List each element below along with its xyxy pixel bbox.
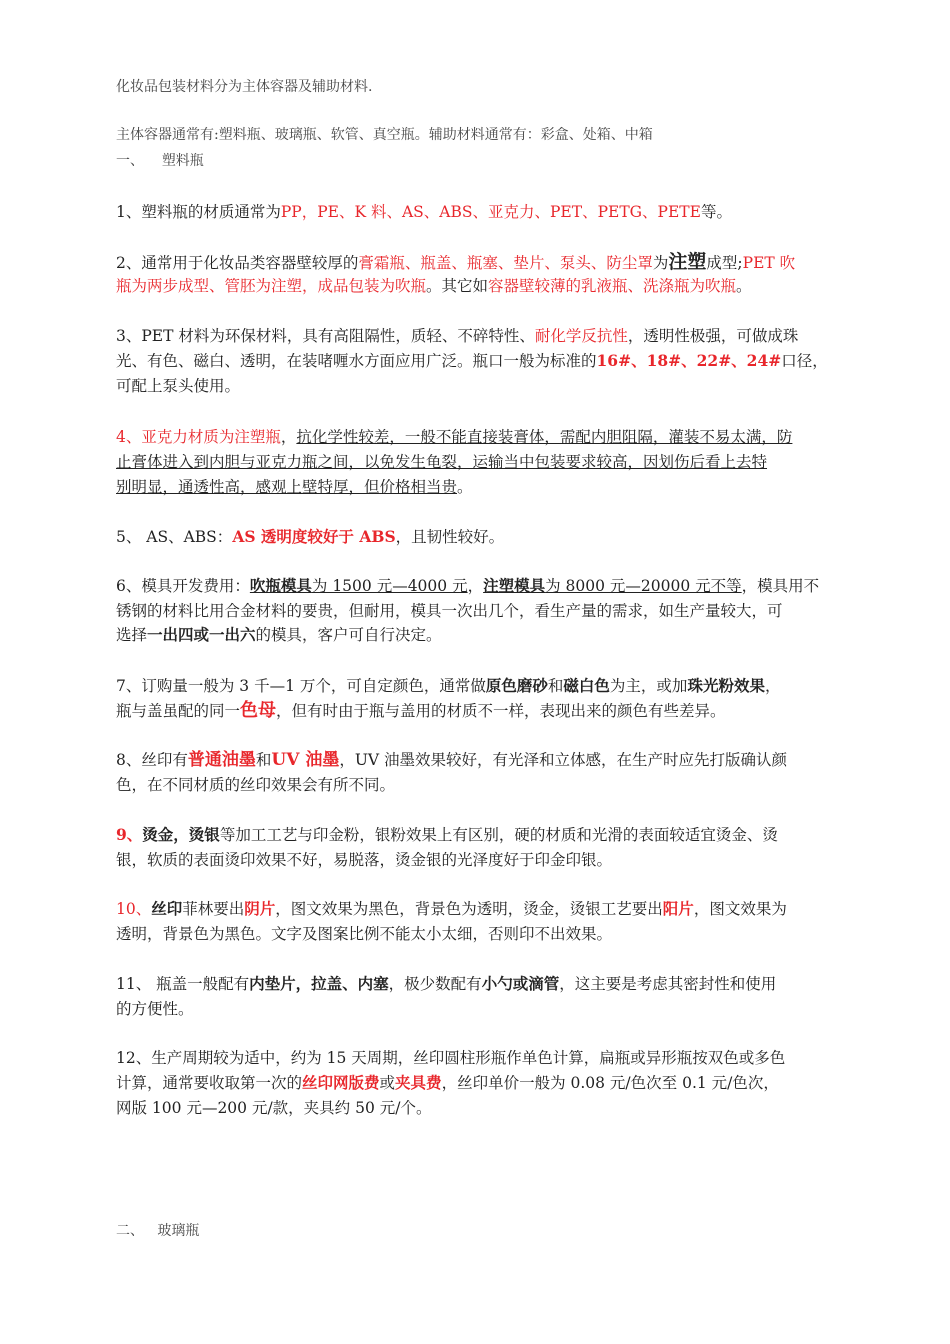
text: 成型;: [706, 254, 743, 272]
highlight-text: 阴片: [244, 899, 276, 918]
emphasis-text: 注塑模具: [483, 576, 546, 595]
text: ，UV 油墨效果较好，有光泽和立体感，在生产时应先打版确认颜: [339, 751, 788, 769]
text: ，极少数配有: [388, 975, 482, 993]
text: 5、 AS、ABS：: [116, 528, 233, 546]
section-heading-plastic: [116, 151, 204, 171]
emphasis-text: 吹瓶模具: [249, 576, 312, 595]
highlight-text: 10、: [116, 900, 152, 918]
text: 选择: [116, 626, 148, 644]
text: 等加工工艺与印金粉，银粉效果上有区别，硬的材质和光滑的表面较适宜烫金、烫: [219, 826, 778, 844]
highlight-text: 阳片: [662, 899, 694, 918]
intro-text: 主体容器通常有:塑料瓶、玻璃瓶、软管、真空瓶。辅助材料通常有：彩盒、处箱、中箱: [116, 127, 653, 143]
highlight-text: AS 透明度较好于 ABS: [232, 527, 396, 546]
emphasis-text: 内垫片，拉盖、内塞: [249, 974, 389, 993]
text: 光、有色、磁白、透明，在装啫喱水方面应用广泛。瓶口一般为标准的: [116, 352, 597, 370]
paragraph-2-line-2: [116, 276, 752, 296]
text: 为主，或加: [609, 677, 688, 695]
paragraph-10-line-2: [116, 924, 612, 944]
text: 12、生产周期较为适中，约为 15 天周期，丝印圆柱形瓶作单色计算，扁瓶或异形瓶按双色或多色: [116, 1049, 786, 1067]
text: ，: [467, 577, 484, 595]
text: 。其它如: [426, 277, 489, 295]
highlight-text: 夹具费: [395, 1073, 442, 1092]
paragraph-11-line-2: [116, 999, 194, 1019]
text: 8、丝印有: [116, 751, 188, 769]
paragraph-3-line-3: [116, 376, 240, 396]
emphasis-text: 小勺或滴管: [481, 974, 560, 993]
text: ，且韧性较好。: [395, 528, 505, 546]
highlight-text: PP，PE、K 料、AS、ABS、亚克力、PET、PETG、PETE: [280, 203, 701, 221]
text: ，图文效果为黑色，背景色为透明，烫金，烫银工艺要出: [275, 900, 663, 918]
highlight-text: 耐化学反抗性: [534, 327, 628, 345]
underlined-text: 为 8000 元—20000 元不等: [545, 577, 742, 595]
paragraph-6-line-2: [116, 601, 783, 621]
text: ，这主要是考虑其密封性和使用: [559, 975, 777, 993]
emphasis-text: 注塑: [668, 251, 707, 273]
paragraph-11-line-1: [116, 974, 776, 994]
text: 2、通常用于化妆品类容器壁较厚的: [116, 254, 359, 272]
text: 和: [255, 751, 272, 769]
text: ，丝印单价一般为 0.08 元/色次至 0.1 元/色次，: [441, 1074, 779, 1092]
paragraph-3-line-2: [116, 351, 828, 371]
paragraph-6-line-1: [116, 576, 819, 596]
paragraph-7-line-1: [116, 676, 780, 696]
text: 1、塑料瓶的材质通常为: [116, 203, 281, 221]
underlined-text: 抗化学性较差，一般不能直接装膏体，需配内胆阻隔，灌装不易太满，防: [296, 428, 793, 446]
emphasis-text: 丝印: [151, 899, 183, 918]
section-title: 塑料瓶: [161, 153, 204, 169]
text: 瓶与盖虽配的同一: [116, 702, 241, 720]
highlight-text: 丝印网版费: [302, 1073, 380, 1092]
highlight-text: 容器壁较薄的乳液瓶、洗涤瓶为吹瓶: [488, 277, 737, 295]
text: 。: [457, 478, 473, 496]
text: ，透明性极强，可做成珠: [627, 327, 799, 345]
paragraph-10-line-1: [116, 899, 787, 919]
paragraph-8-line-1: [116, 750, 787, 770]
underlined-text: 别明显，通透性高，感观上壁特厚，但价格相当贵: [116, 478, 458, 496]
intro-text: 化妆品包装材料分为主体容器及辅助材料.: [116, 79, 373, 95]
section-number: 一、: [116, 153, 144, 169]
text: 为: [652, 254, 669, 272]
text: ，图文效果为: [693, 900, 787, 918]
paragraph-4-line-3: [116, 477, 473, 497]
highlight-text: 膏霜瓶、瓶盖、瓶塞、垫片、泵头、防尘罩: [358, 254, 653, 272]
section-title: 玻璃瓶: [157, 1223, 200, 1239]
paragraph-6-line-3: [116, 625, 442, 645]
paragraph-2-line-1: [116, 252, 795, 273]
highlight-text: PET 吹: [742, 254, 796, 272]
emphasis-text: 磁白色: [563, 676, 610, 695]
text: 口径，: [781, 352, 828, 370]
text: 等。: [700, 203, 732, 221]
text: 可配上泵头使用。: [116, 377, 241, 395]
paragraph-9-line-1: [116, 825, 778, 845]
paragraph-4-line-1: [116, 427, 792, 447]
underlined-text: 为 1500 元—4000 元: [311, 577, 468, 595]
paragraph-1: [116, 202, 732, 222]
section-number: 二、: [116, 1223, 144, 1239]
emphasis-text: 烫金，烫银: [142, 825, 220, 844]
paragraph-3-line-1: [116, 326, 798, 346]
paragraph-5: [116, 527, 504, 547]
text: 菲林要出: [182, 900, 245, 918]
paragraph-12-line-2: [116, 1073, 779, 1093]
text: 的方便性。: [116, 1000, 194, 1018]
text: ，: [764, 677, 781, 695]
highlight-text: 普通油墨: [187, 750, 256, 770]
text: 计算，通常要收取第一次的: [116, 1074, 303, 1092]
text: 6、模具开发费用：: [116, 577, 250, 595]
text: 和: [547, 677, 564, 695]
paragraph-8-line-2: [116, 775, 395, 795]
underlined-text: 止膏体进入到内胆与亚克力瓶之间，以免发生龟裂，运输当中包装要求较高，因划伤后看上去特: [116, 453, 768, 471]
text: 锈钢的材料比用合金材料的要贵，但耐用，模具一次出几个，看生产量的需求，如生产量较大，可: [116, 602, 783, 620]
highlight-text: UV 油墨: [271, 750, 340, 770]
text: ，模具用不: [741, 577, 820, 595]
highlight-text: 4、亚克力材质为注塑瓶: [116, 428, 281, 446]
paragraph-7-line-2: [116, 701, 726, 721]
highlight-text: 色母: [240, 700, 277, 721]
paragraph-9-line-2: [116, 850, 612, 870]
text: 11、 瓶盖一般配有: [116, 975, 250, 993]
text: 3、PET 材料为环保材料，具有高阻隔性，质轻、不碎特性、: [116, 327, 535, 345]
section-heading-glass: [116, 1221, 199, 1241]
paragraph-4-line-2: [116, 452, 767, 472]
highlight-text: 16#、18#、22#、24#: [596, 351, 782, 370]
emphasis-text: 一出四或一出六: [147, 625, 256, 644]
text: ，: [280, 428, 297, 446]
paragraph-12-line-3: [116, 1098, 431, 1118]
text: ，但有时由于瓶与盖用的材质不一样，表现出来的颜色有些差异。: [276, 702, 726, 720]
text: 银，软质的表面烫印效果不好，易脱落，烫金银的光泽度好于印金印银。: [116, 851, 613, 869]
text: 的模具，客户可自行决定。: [255, 626, 442, 644]
text: 透明，背景色为黑色。文字及图案比例不能太小太细，否则印不出效果。: [116, 925, 613, 943]
text: 网版 100 元—200 元/款，夹具约 50 元/个。: [116, 1099, 432, 1117]
intro-line-1: [116, 77, 372, 97]
highlight-text: 9、: [116, 825, 143, 844]
intro-line-2: [116, 125, 653, 145]
paragraph-12-line-1: [116, 1048, 785, 1068]
text: 7、订购量一般为 3 千—1 万个，可自定颜色，通常做: [116, 677, 486, 695]
text: 或: [379, 1074, 396, 1092]
text: 。: [736, 277, 752, 295]
highlight-text: 瓶为两步成型、管胚为注塑，成品包装为吹瓶: [116, 277, 427, 295]
emphasis-text: 原色磨砂: [485, 676, 548, 695]
emphasis-text: 珠光粉效果: [687, 676, 765, 695]
text: 色，在不同材质的丝印效果会有所不同。: [116, 776, 396, 794]
